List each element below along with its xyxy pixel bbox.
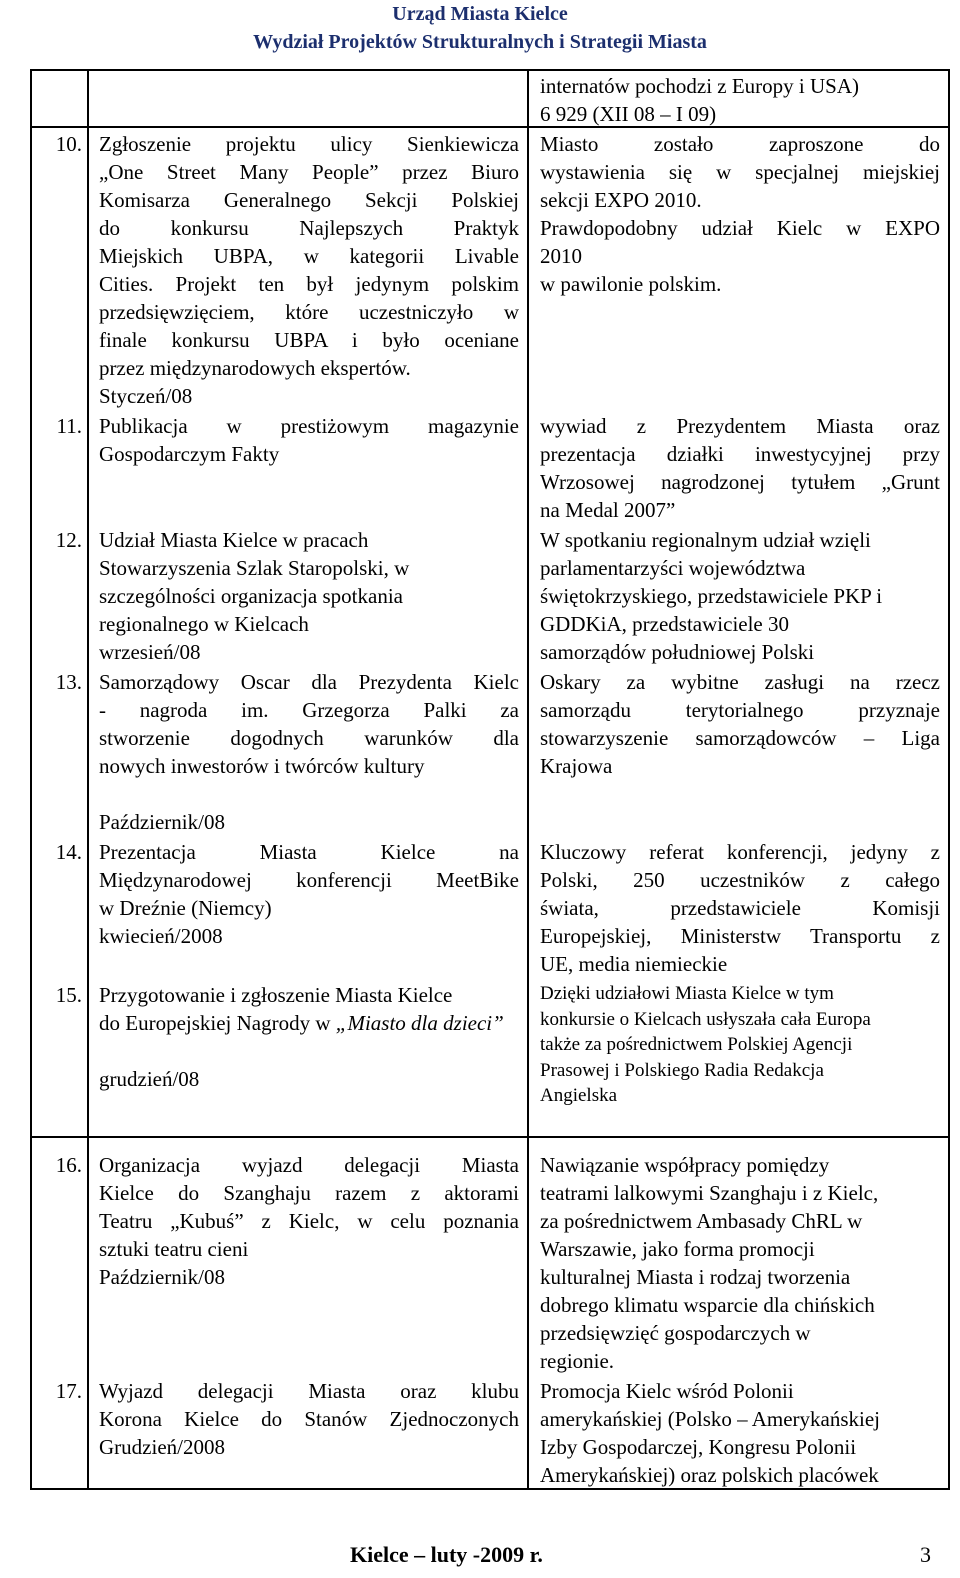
- effect-cell: [540, 668, 940, 780]
- effect-cell: [540, 981, 940, 1109]
- desc-date: wrzesień/08: [99, 640, 201, 664]
- effect-line: Amerykańskiej) oraz polskich placówek: [540, 1463, 879, 1487]
- effect-line: wystawienia się w specjalnej miejskiej: [540, 160, 940, 184]
- effect-line: wywiad z Prezydentem Miasta oraz: [540, 414, 940, 438]
- desc-line: szczególności organizacja spotkania: [99, 584, 403, 608]
- desc-date: Październik/08: [99, 1265, 225, 1289]
- desc-date: Grudzień/2008: [99, 1435, 225, 1459]
- award-title: „Miasto dla dzieci”: [335, 1011, 504, 1035]
- effect-cell: [540, 838, 940, 978]
- desc-line: Teatru „Kubuś” z Kielc, w celu poznania: [99, 1209, 519, 1233]
- header-office-name: Urząd Miasta Kielce: [392, 3, 568, 25]
- effect-line: samorządu terytorialnego przyznaje: [540, 698, 940, 722]
- desc-line: Publikacja w prestiżowym magazynie: [99, 414, 519, 438]
- description-cell: [99, 838, 519, 950]
- effect-line: przedsięwzięć gospodarczych w: [540, 1321, 811, 1345]
- desc-line: - nagroda im. Grzegorza Palki za: [99, 698, 519, 722]
- desc-line: Miejskich UBPA, w kategorii Livable: [99, 244, 519, 268]
- desc-line: przez międzynarodowych ekspertów.: [99, 356, 411, 380]
- effect-cell: [540, 130, 940, 298]
- effect-line: prezentacja działki inwestycyjnej przy: [540, 442, 940, 466]
- effect-cell-continued: [540, 72, 940, 128]
- desc-line: Komisarza Generalnego Sekcji Polskiej: [99, 188, 519, 212]
- desc-line: do konkursu Najlepszych Praktyk: [99, 216, 519, 240]
- description-cell: [99, 130, 519, 410]
- effect-line: Nawiązanie współpracy pomiędzy: [540, 1153, 830, 1177]
- desc-line: Korona Kielce do Stanów Zjednoczonych: [99, 1407, 519, 1431]
- effect-line: Europejskiej, Ministerstw Transportu z: [540, 924, 940, 948]
- row-number: 12.: [55, 528, 82, 552]
- effect-line: Wrzosowej nagrodzonej tytułem „Grunt: [540, 470, 940, 494]
- page-number: 3: [920, 1542, 931, 1567]
- effect-line: Miasto zostało zaproszone do: [540, 132, 940, 156]
- effect-cell: [540, 1151, 940, 1375]
- desc-line: sztuki teatru cieni: [99, 1237, 249, 1261]
- description-cell: [99, 1151, 519, 1291]
- effect-line: świata, przedstawiciele Komisji: [540, 896, 940, 920]
- effect-line: świętokrzyskiego, przedstawiciele PKP i: [540, 584, 883, 608]
- effect-line: teatrami lalkowymi Szanghaju i z Kielc,: [540, 1181, 879, 1205]
- effect-line: internatów pochodzi z Europy i USA): [540, 74, 860, 98]
- desc-line: Prezentacja Miasta Kielce na: [99, 840, 519, 864]
- header-department-name: Wydział Projektów Strukturalnych i Strategii Miasta: [253, 31, 707, 53]
- desc-date: grudzień/08: [99, 1067, 200, 1091]
- desc-line: „One Street Many People” przez Biuro: [99, 160, 519, 184]
- description-cell: [99, 1377, 519, 1461]
- effect-line: Dzięki udziałowi Miasta Kielce w tym: [540, 983, 834, 1004]
- effect-line: dobrego klimatu wsparcie dla chińskich: [540, 1293, 875, 1317]
- desc-text: do Europejskiej Nagrody w: [99, 1011, 336, 1035]
- effect-line: Prawdopodobny udział Kielc w EXPO: [540, 216, 940, 240]
- desc-line: Kielce do Szanghaju razem z aktorami: [99, 1181, 519, 1205]
- effect-line: 2010: [540, 244, 582, 268]
- desc-date: kwiecień/2008: [99, 924, 223, 948]
- desc-line: Organizacja wyjazd delegacji Miasta: [99, 1153, 519, 1177]
- effect-line: stowarzyszenie samorządowców – Liga: [540, 726, 940, 750]
- effect-line: samorządów południowej Polski: [540, 640, 815, 664]
- desc-line: przedsięwzięciem, które uczestniczyło w: [99, 300, 519, 324]
- effect-line: GDDKiA, przedstawiciele 30: [540, 612, 790, 636]
- description-cell: [99, 526, 519, 666]
- effect-line: Oskary za wybitne zasługi na rzecz: [540, 670, 940, 694]
- row-number: 10.: [55, 132, 82, 156]
- effect-line: kulturalnej Miasta i rodzaj tworzenia: [540, 1265, 851, 1289]
- row-number: 11.: [56, 414, 82, 438]
- effect-line: na Medal 2007”: [540, 498, 676, 522]
- effect-line: za pośrednictwem Ambasady ChRL w: [540, 1209, 863, 1233]
- effect-line: parlamentarzyści województwa: [540, 556, 806, 580]
- effect-line: Krajowa: [540, 754, 613, 778]
- row-number: 15.: [55, 983, 82, 1007]
- table-row-divider: [30, 1136, 950, 1138]
- desc-line: regionalnego w Kielcach: [99, 612, 309, 636]
- description-cell: [99, 981, 519, 1093]
- desc-line: Przygotowanie i zgłoszenie Miasta Kielce: [99, 983, 453, 1007]
- effect-cell: [540, 412, 940, 524]
- effect-line: Izby Gospodarczej, Kongresu Polonii: [540, 1435, 857, 1459]
- effect-line: Angielska: [540, 1085, 618, 1106]
- footer-place-date: Kielce – luty -2009 r.: [350, 1542, 543, 1567]
- desc-line: Udział Miasta Kielce w pracach: [99, 528, 369, 552]
- effect-cell: [540, 1377, 940, 1489]
- desc-line: Międzynarodowej konferencji MeetBike: [99, 868, 519, 892]
- desc-line: Wyjazd delegacji Miasta oraz klubu: [99, 1379, 519, 1403]
- desc-line: Cities. Projekt ten był jedynym polskim: [99, 272, 519, 296]
- effect-line: także za pośrednictwem Polskiej Agencji: [540, 1034, 853, 1055]
- effect-line: sekcji EXPO 2010.: [540, 188, 702, 212]
- desc-line: Stowarzyszenia Szlak Staropolski, w: [99, 556, 410, 580]
- desc-line: [99, 1009, 519, 1037]
- desc-line: w Dreźnie (Niemcy): [99, 896, 272, 920]
- table-column-divider: [527, 69, 529, 1490]
- effect-line: Promocja Kielc wśród Polonii: [540, 1379, 794, 1403]
- effect-line: amerykańskiej (Polsko – Amerykańskiej: [540, 1407, 881, 1431]
- effect-line: W spotkaniu regionalnym udział wzięli: [540, 528, 871, 552]
- desc-date: Październik/08: [99, 810, 225, 834]
- desc-line: Gospodarczym Fakty: [99, 442, 280, 466]
- effect-line: Kluczowy referat konferencji, jedyny z: [540, 840, 940, 864]
- desc-line: Samorządowy Oscar dla Prezydenta Kielc: [99, 670, 519, 694]
- effect-line: w pawilonie polskim.: [540, 272, 722, 296]
- effect-line: UE, media niemieckie: [540, 952, 728, 976]
- row-number: 13.: [55, 670, 82, 694]
- desc-date: Styczeń/08: [99, 384, 193, 408]
- desc-line: Zgłoszenie projektu ulicy Sienkiewicza: [99, 132, 519, 156]
- row-number: 16.: [55, 1153, 82, 1177]
- effect-cell: [540, 526, 940, 666]
- desc-line: nowych inwestorów i twórców kultury: [99, 754, 425, 778]
- row-number: 17.: [55, 1379, 82, 1403]
- desc-line: stworzenie dogodnych warunków dla: [99, 726, 519, 750]
- effect-line: Warszawie, jako forma promocji: [540, 1237, 815, 1261]
- effect-line: Prasowej i Polskiego Radia Redakcja: [540, 1059, 824, 1081]
- effect-line: Polski, 250 uczestników z całego: [540, 868, 940, 892]
- table-column-divider: [87, 69, 89, 1490]
- desc-line: finale konkursu UBPA i było oceniane: [99, 328, 519, 352]
- effect-line: konkursie o Kielcach usłyszała cała Europa: [540, 1008, 871, 1030]
- row-number: 14.: [55, 840, 82, 864]
- effect-line: regionie.: [540, 1349, 615, 1373]
- description-cell: [99, 412, 519, 468]
- effect-line: 6 929 (XII 08 – I 09): [540, 102, 717, 126]
- description-cell: [99, 668, 519, 836]
